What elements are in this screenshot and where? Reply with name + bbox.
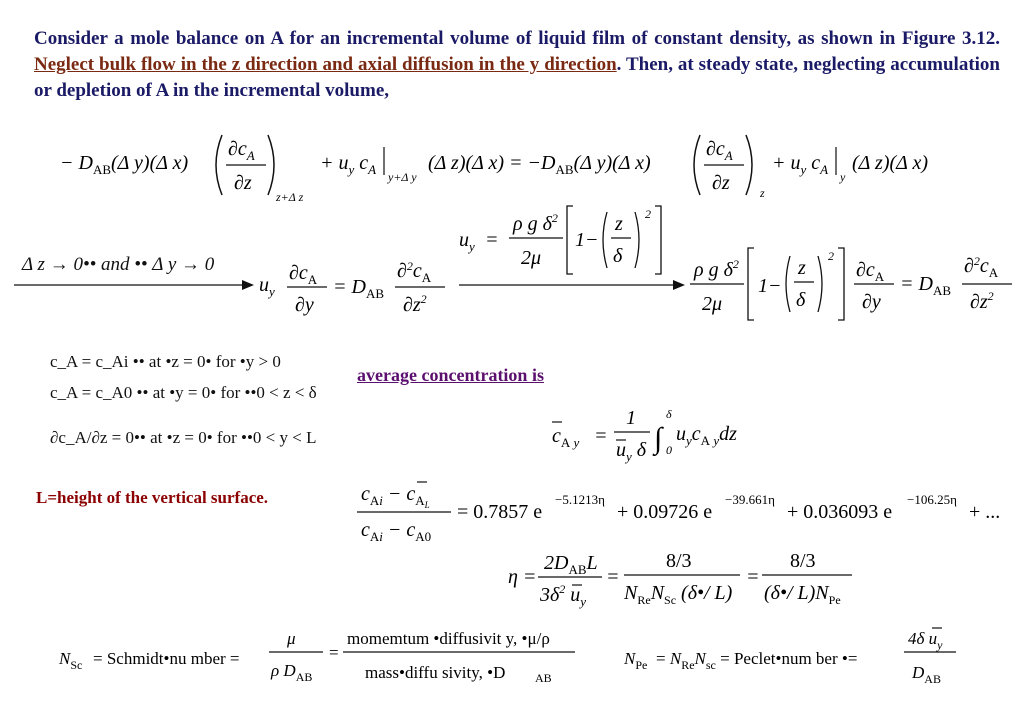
svg-text:z: z [798, 257, 806, 279]
svg-text:ρ DAB: ρ $D_{AB}$ [271, 661, 313, 684]
svg-text:1: 1 [626, 407, 636, 429]
svg-text:δ: δ [666, 407, 672, 421]
svg-text:∂cA: $\partial c_A$ [228, 138, 255, 163]
series-exp-1: −5.1213η [555, 492, 605, 507]
svg-text:8/3: 8/3 [790, 550, 816, 572]
svg-text:+ ...: + ... [969, 501, 1001, 523]
svg-text:uy: $u_y$ [459, 229, 475, 254]
svg-text:∂y: ∂y [295, 294, 314, 316]
svg-text:+ 0.09726 e: + 0.09726 e [617, 501, 713, 523]
series-coef-1: 0.7857 [473, 501, 529, 523]
intro-paragraph [34, 26, 1000, 104]
series-coef-3: 0.036093 [803, 501, 879, 523]
svg-text:4δ uy: 4δ $u_y$ [908, 629, 943, 652]
svg-text:= 0.7857 e: = 0.7857 e [457, 501, 543, 523]
svg-text:= Schmidt•nu mber =: = Schmidt•nu mber = [93, 649, 240, 668]
svg-text:+ uy cA: + $u_y$ $c_A$ [320, 152, 377, 177]
svg-text:∂cA: $\partial c_A$ [706, 138, 733, 163]
svg-text:z: z [615, 213, 623, 235]
average-concentration-label: average concentration is [357, 365, 544, 385]
svg-text:∂2cA: $\partial^2c_A$ [964, 254, 999, 280]
svg-text:3δ2 uy: $3\delta^2$ $u_y$ [540, 582, 587, 609]
svg-text:δ: δ [796, 289, 806, 311]
limit-label: Δ z → 0•• and •• Δ y → 0 [22, 254, 215, 275]
svg-text:(Δ z)(Δ x) = −DAB(Δ y)(Δ x): (Δ z)(Δ $x) = -D_{AB}(\Delta$ y)(Δ x) [428, 152, 651, 177]
series-exp-2: −39.661η [725, 492, 775, 507]
convection-diffusion-equation [255, 245, 455, 325]
svg-text:μ: μ [287, 629, 296, 648]
svg-text:= DAB: = $D_{AB}$ [900, 273, 952, 298]
svg-text:∂y: ∂y [862, 291, 881, 313]
svg-text:uycA ydz: $u_yc_A$ ydz [676, 423, 737, 448]
svg-text:DAB: $D_{AB}$ [912, 663, 941, 686]
svg-text:z: z [760, 186, 765, 200]
series-exp-3: −106.25η [907, 492, 957, 507]
svg-text:∂z2: $\partial z^2$ [970, 289, 994, 313]
svg-text:0: 0 [666, 443, 672, 457]
intro-text-2: . Then, at steady state, neglecting accumulation or depletion of A in the incremental volume, [34, 54, 1000, 101]
boundary-condition-2: c_A = c_A0 •• at •y = 0• for ••0 < z < δ [50, 383, 317, 402]
svg-text:(Δ z)(Δ x): (Δ z)(Δ x) [852, 152, 929, 174]
svg-text:+ 0.036093 e: + 0.036093 e [787, 501, 893, 523]
svg-text:∂z: ∂z [234, 172, 252, 194]
svg-text:(δ•/ L)NPe: (δ•/ $L)N_{Pe}$ [764, 582, 841, 607]
svg-text:y+Δ y: y+Δ y [388, 170, 417, 184]
svg-text:cAi − cA0: $c_Ai - c_{A0}$ [361, 519, 432, 544]
svg-text:∂2cA: $\partial^2c_A$ [397, 259, 432, 285]
intro-highlight: Neglect bulk flow in the z direction and axial diffusion in the y direction [34, 54, 617, 75]
average-concentration-equation [548, 402, 778, 468]
svg-text:∂cA: $\partial c_A$ [856, 259, 885, 284]
svg-text:NSc: $N_{Sc}$ [59, 649, 83, 672]
svg-text:uy δ: $u_y$ δ [616, 439, 647, 464]
svg-text:− DAB(Δ y)(Δ x): − $D_{AB}(\Delta$ y)(Δ x) [60, 152, 189, 177]
svg-text:=: = [329, 643, 339, 662]
svg-text:1−: 1− [758, 275, 782, 297]
svg-text:∂z: ∂z [712, 172, 730, 194]
series-coef-2: 0.09726 [633, 501, 699, 523]
svg-text:8/3: 8/3 [666, 550, 692, 572]
svg-text:NPe: $N_{Pe}$ [624, 649, 648, 672]
eta-definition [500, 545, 860, 611]
svg-text:η =: η = [508, 566, 537, 588]
substitution-arrow [455, 275, 695, 295]
svg-text:δ: δ [613, 245, 623, 267]
svg-text:ρ g δ2: ρ g $\delta^2$ [694, 257, 739, 281]
svg-text:1−: 1− [575, 229, 599, 251]
svg-text:= NReNsc = Peclet•num ber •=: = $N_{Re}N_{sc}$ = Peclet•num ber •= [656, 649, 858, 672]
intro-text-1: Consider a mole balance on A for an incremental volume of liquid film of constant density, as shown in Figure 3.12. [34, 28, 1000, 49]
svg-text:2DABL: $2D_{AB}L$ [544, 552, 598, 577]
svg-text:2: 2 [828, 249, 834, 263]
substituted-equation [688, 240, 1018, 330]
svg-text:NReNSc (δ•/ L): $N_{Re}N_{Sc}$ (δ•/ L) [624, 582, 733, 607]
svg-text:=: = [594, 425, 608, 447]
svg-text:AB: AB [535, 671, 552, 685]
boundary-condition-3: ∂c_A/∂z = 0•• at •z = 0• for ••0 < y < L [50, 428, 317, 447]
svg-text:cA y: $c_A$ y [552, 425, 580, 450]
svg-text:uy: $u_y$ [259, 274, 275, 299]
svg-text:=: = [485, 229, 499, 251]
boundary-condition-1: c_A = c_Ai •• at •z = 0• for •y > 0 [50, 352, 281, 371]
svg-text:∫: ∫ [654, 422, 663, 455]
svg-text:2μ: 2μ [702, 293, 723, 315]
svg-text:=: = [746, 566, 760, 588]
length-note: L=height of the vertical surface. [36, 488, 269, 507]
mass-diffusivity-text: mass•diffu sivity, •D [365, 663, 506, 682]
velocity-profile [455, 200, 675, 280]
limit-arrow [0, 275, 260, 295]
schmidt-number-equation [55, 622, 595, 692]
svg-text:ρ g δ2: ρ g $\delta^2$ [513, 211, 558, 235]
svg-text:∂z2: $\partial z^2$ [403, 292, 427, 316]
svg-text:2μ: 2μ [521, 247, 542, 269]
svg-text:2: 2 [645, 207, 651, 221]
svg-text:z+Δ z: z+Δ z [276, 190, 304, 204]
schmidt-label: Schmidt•nu mber [106, 649, 226, 668]
momentum-diffusivity-text: momemtum •diffusivit y, •μ/ρ [347, 629, 550, 648]
svg-text:+ uy cA: + $u_y$ $c_A$ [772, 152, 829, 177]
mole-balance-equation [0, 125, 1023, 205]
svg-text:= DAB: = $D_{AB}$ [333, 276, 385, 301]
peclet-label: Peclet•num ber • [733, 649, 848, 668]
svg-text:y: y [840, 170, 846, 184]
svg-text:∂cA: $\partial c_A$ [289, 262, 318, 287]
peclet-number-equation [620, 622, 960, 692]
series-solution-equation [355, 476, 1015, 546]
svg-text:=: = [606, 566, 620, 588]
svg-text:cAi − cAL: $c_Ai - c_AL$ [361, 483, 430, 510]
